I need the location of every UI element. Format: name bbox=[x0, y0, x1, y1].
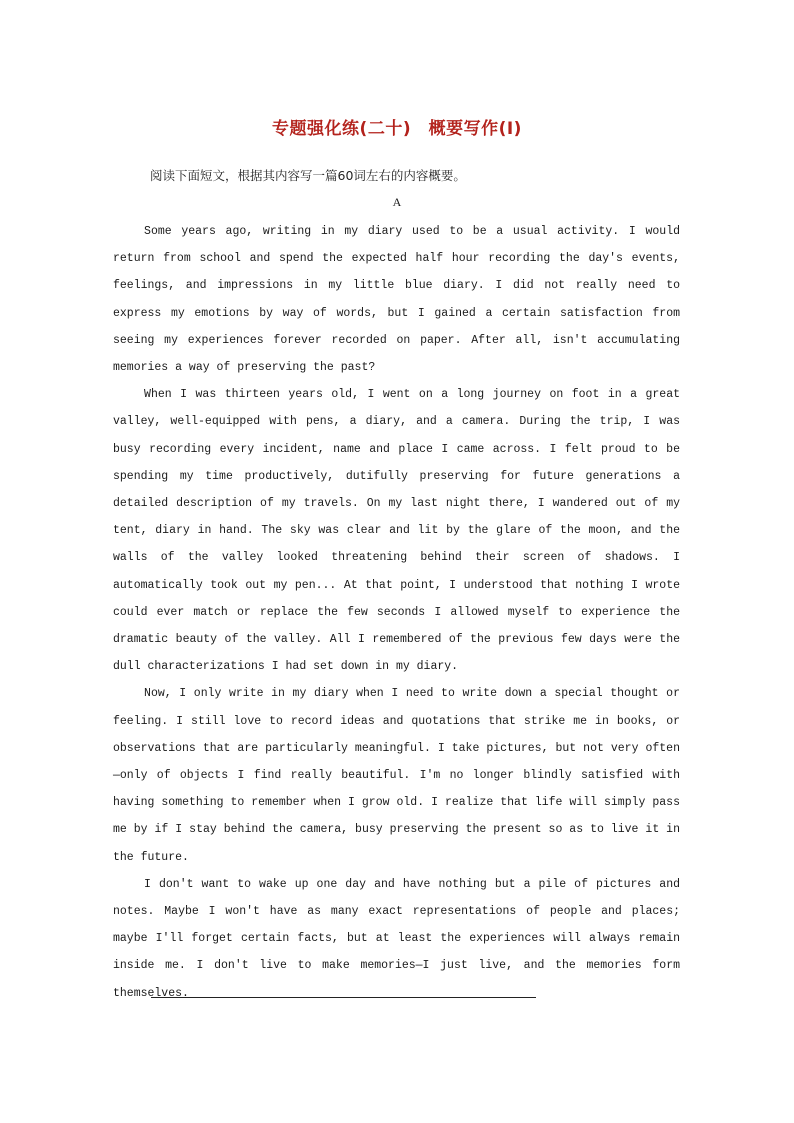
paragraph-2: When I was thirteen years old, I went on a long journey on foot in a great valley, well-equipped with pens, a diary, and a camera. During the trip, I was busy recording every incident, name and place I came across. I felt proud to be spending my time productively, dutifully preserving for future generations a detailed description of my travels. On my last night there, I wandered out of my tent, diary in hand. The sky was clear and lit by the glare of the moon, and the walls of the valley looked threatening behind their screen of shadows. I automatically took out my pen... At that point, I understood that nothing I wrote could ever match or replace the few seconds I allowed myself to experience the dramatic beauty of the valley. All I remembered of the previous few days were the dull characterizations I had set down in my diary. bbox=[113, 388, 680, 674]
paragraph-4: I don't want to wake up one day and have nothing but a pile of pictures and notes. Maybe I won't have as many exact representations of people and places; maybe I'll forget certain facts, but at least the experiences will always remain inside me. I don't live to make memories—I just live, and the memories form themselves. bbox=[113, 877, 680, 1000]
paragraph-1: Some years ago, writing in my diary used to be a usual activity. I would return from school and spend the expected half hour recording the day's events, feelings, and impressions in my little blue diary. I did not really need to express my emotions by way of words, but I gained a certain satisfaction from seeing my experiences forever recorded on paper. After all, isn't accumulating memories a way of preserving the past? bbox=[113, 225, 680, 375]
reading-passage bbox=[113, 218, 680, 1007]
page-title: 专题强化练(二十) 概要写作(Ⅰ) bbox=[272, 119, 522, 139]
instruction-text: 阅读下面短文，根据其内容写一篇60词左右的内容概要。 bbox=[150, 168, 466, 183]
paragraph-3: Now, I only write in my diary when I need to write down a special thought or feeling. I still love to record ideas and quotations that strike me in books, or observations that are particularly meaningful. I take pictures, but not very often—only of objects I find really beautiful. I'm no longer blindly satisfied with having something to remember when I grow old. I realize that life will simply pass me by if I stay behind the camera, busy preserving the present so as to live it in the future. bbox=[113, 687, 680, 864]
section-label: A bbox=[392, 195, 402, 209]
answer-line bbox=[151, 997, 536, 998]
